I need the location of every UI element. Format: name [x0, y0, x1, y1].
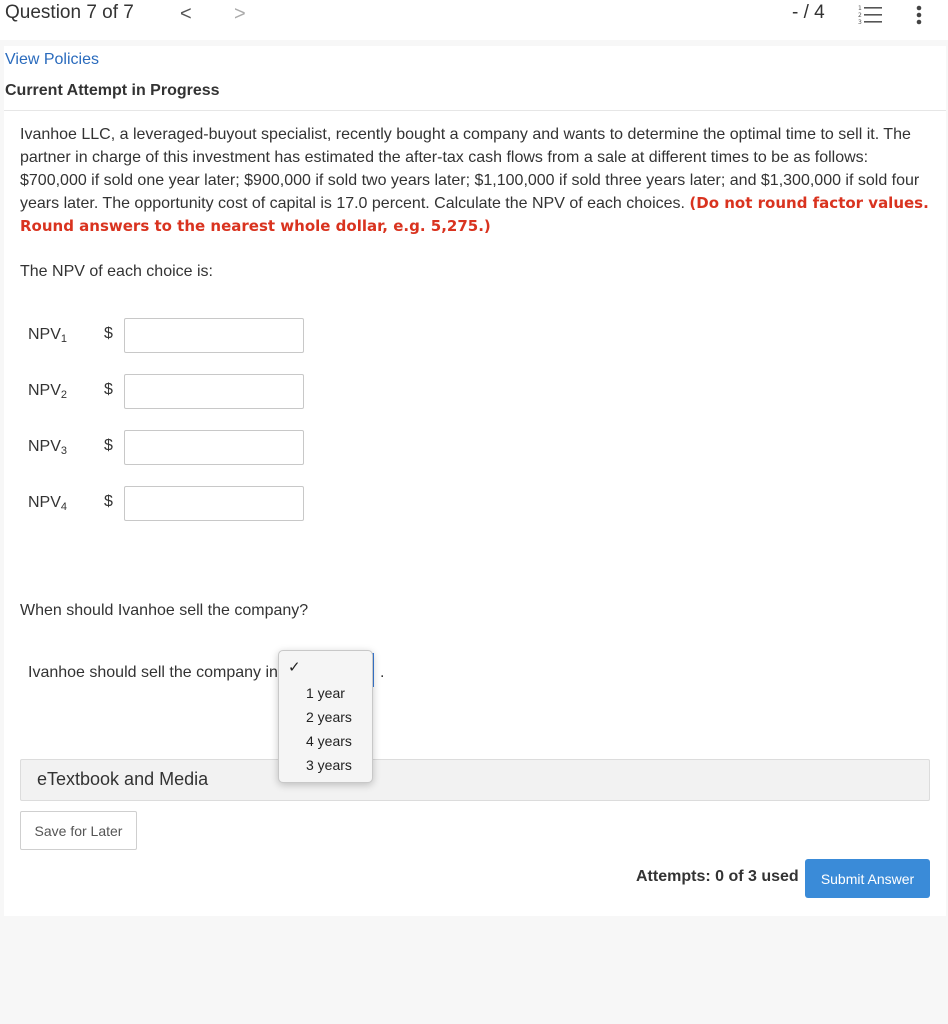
- attempts-counter: Attempts: 0 of 3 used: [636, 868, 799, 885]
- dropdown-option-2-years[interactable]: 2 years: [306, 709, 352, 725]
- svg-text:3: 3: [858, 19, 862, 26]
- sentence-period: .: [380, 664, 385, 681]
- sell-question: When should Ivanhoe sell the company?: [20, 602, 309, 619]
- question-score: - / 4: [792, 2, 825, 23]
- npv-label-2: $NPV_2$: [28, 382, 68, 401]
- npv-intro: The NPV of each choice is:: [20, 263, 213, 280]
- etextbook-media-section[interactable]: [20, 759, 930, 801]
- save-for-later-button[interactable]: Save for Later: [20, 811, 137, 850]
- svg-text:1: 1: [858, 5, 862, 12]
- dropdown-option-3-years[interactable]: 3 years: [306, 757, 352, 773]
- sell-sentence: Ivanhoe should sell the company in: [28, 664, 278, 681]
- currency-symbol: $: [104, 325, 113, 342]
- npv-label-3: $NPV_3$: [28, 438, 68, 457]
- question-panel: [4, 46, 946, 916]
- next-question-button[interactable]: >: [234, 3, 246, 25]
- question-list-icon[interactable]: [858, 4, 884, 26]
- selected-check-icon: ✓: [288, 659, 301, 676]
- currency-symbol: $: [104, 381, 113, 398]
- npv-3-input[interactable]: [124, 430, 304, 465]
- attempt-status: Current Attempt in Progress: [5, 82, 220, 99]
- npv-2-input[interactable]: [124, 374, 304, 409]
- more-options-icon[interactable]: [914, 3, 924, 27]
- svg-text:2: 2: [858, 12, 862, 19]
- dropdown-option-1-year[interactable]: 1 year: [306, 685, 345, 701]
- npv-1-input[interactable]: [124, 318, 304, 353]
- question-instruction: (Do not round factor values. Round answers to the nearest whole dollar, e.g. 5,275.): [20, 194, 929, 235]
- view-policies-link[interactable]: View Policies: [5, 51, 99, 68]
- question-text: [20, 123, 935, 238]
- question-counter: Question 7 of 7: [5, 2, 134, 23]
- previous-question-button[interactable]: <: [180, 3, 192, 25]
- dropdown-option-4-years[interactable]: 4 years: [306, 733, 352, 749]
- etextbook-media-label: eTextbook and Media: [37, 769, 209, 789]
- currency-symbol: $: [104, 437, 113, 454]
- currency-symbol: $: [104, 493, 113, 510]
- npv-label-1: $NPV_1$: [28, 326, 68, 345]
- sell-timing-dropdown[interactable]: [278, 650, 373, 783]
- divider: [4, 110, 946, 111]
- question-body: Ivanhoe LLC, a leveraged-buyout specialist, recently bought a company and wants to determine the optimal time to sell it. The partner in charge of this investment has estimated the after-tax cash flows from a sale at different times to be as follows: $700,000 if sold one year later; $900,000 if sold two years later; $1,100,000 if sold three years later; and $1,300,000 if sold four years later. The opportunity cost of capital is 17.0 percent. Calculate the NPV of each choices.: [20, 126, 920, 212]
- top-bar: [0, 0, 948, 40]
- npv-label-4: $NPV_4$: [28, 494, 68, 513]
- submit-answer-button[interactable]: Submit Answer: [805, 859, 930, 898]
- npv-4-input[interactable]: [124, 486, 304, 521]
